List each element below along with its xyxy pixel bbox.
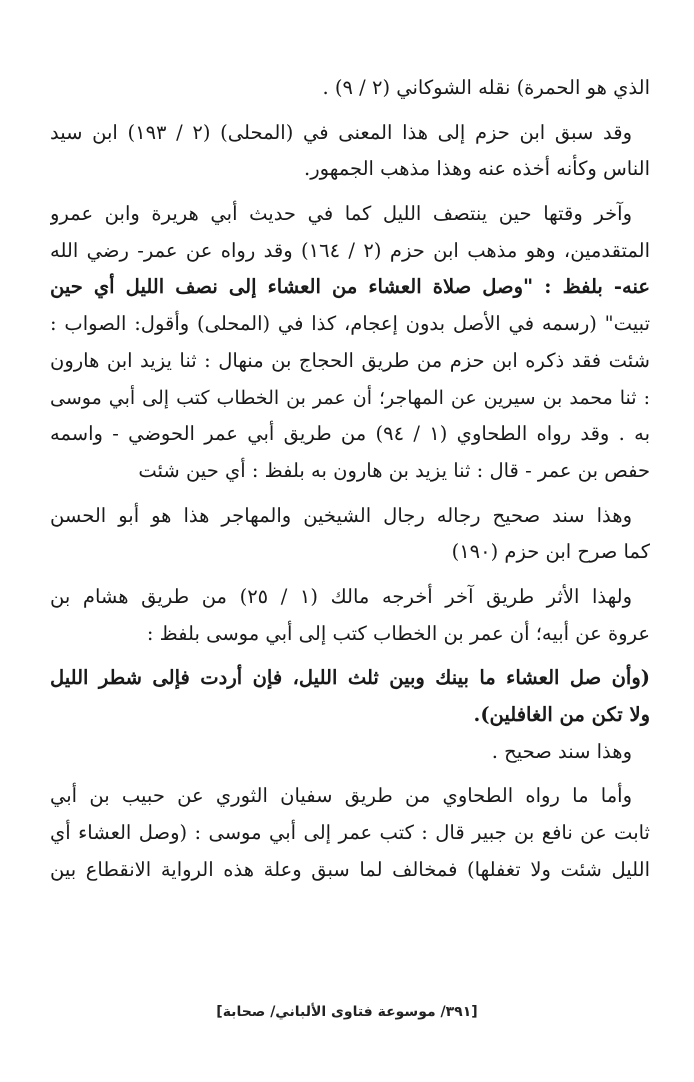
text-line: عروة عن أبيه؛ أن عمر بن الخطاب كتب إلى أبي موسى بلفظ :	[146, 621, 650, 645]
quote-line: ولا تكن من الغافلين).	[473, 703, 650, 726]
text-line: وقد سبق ابن حزم إلى هذا المعنى في (المحلى) (٢ / ١٩٣) ابن سيد	[50, 120, 632, 144]
text-line: وآخر وقتها حين ينتصف الليل كما في حديث أبي هريرة وابن عمرو	[50, 202, 632, 226]
text-line: كما صرح ابن حزم (١٩٠)	[451, 540, 650, 564]
text-line: به . وقد رواه الطحاوي (١ / ٩٤) من طريق أبي عمر الحوضي - واسمه	[50, 422, 650, 446]
text-line	[50, 269, 650, 306]
text-line: الذي هو الحمرة) نقله الشوكاني (٢ / ٩) .	[322, 76, 650, 99]
text-line: شئت فقد ذكره ابن حزم من طريق الحجاج بن منهال : ثنا يزيد ابن هارون	[50, 348, 650, 372]
text-line: الليل شئت ولا تغفلها) فمخالف لما سبق وعلة هذه الرواية الانقطاع بين	[50, 857, 650, 881]
text-line: المتقدمين، وهو مذهب ابن حزم (٢ / ١٦٤) وقد رواه عن عمر- رضي الله	[50, 238, 650, 262]
text-line: : ثنا محمد بن سيرين عن المهاجر؛ أن عمر بن الخطاب كتب إلى أبي موسى	[50, 386, 650, 409]
text-line: ولهذا الأثر طريق آخر أخرجه مالك (١ / ٢٥) من طريق هشام بن	[50, 584, 632, 608]
text-line: حفص بن عمر - قال : ثنا يزيد بن هارون به بلفظ : أي حين شئت	[138, 458, 650, 482]
page-footer: [٣٩١/ موسوعة فتاوى الألباني/ صحابة]	[216, 1004, 478, 1020]
text-line: ثابت عن نافع بن جبير قال : كتب عمر إلى أبي موسى : (وصل العشاء أي	[50, 821, 650, 845]
text-line: وهذا سند صحيح .	[491, 739, 632, 763]
text-line: وهذا سند صحيح رجاله رجال الشيخين والمهاجر هذا هو أبو الحسن	[50, 503, 632, 527]
text-line-bold: عنه- بلفظ : "وصل صلاة العشاء من العشاء إلى نصف الليل أي حين	[50, 275, 650, 299]
text-line: تبيت" (رسمه في الأصل بدون إعجام، كذا في (المحلى) وأقول: الصواب :	[50, 312, 650, 336]
quote-line: (وأن صل العشاء ما بينك وبين ثلث الليل، فإن أردت فإلى شطر الليل	[50, 666, 650, 690]
page-body	[50, 70, 650, 888]
text-line: الناس وكأنه أخذه عنه وهذا مذهب الجمهور.	[304, 157, 650, 181]
text-line: وأما ما رواه الطحاوي من طريق سفيان الثوري عن حبيب بن أبي	[50, 784, 632, 808]
